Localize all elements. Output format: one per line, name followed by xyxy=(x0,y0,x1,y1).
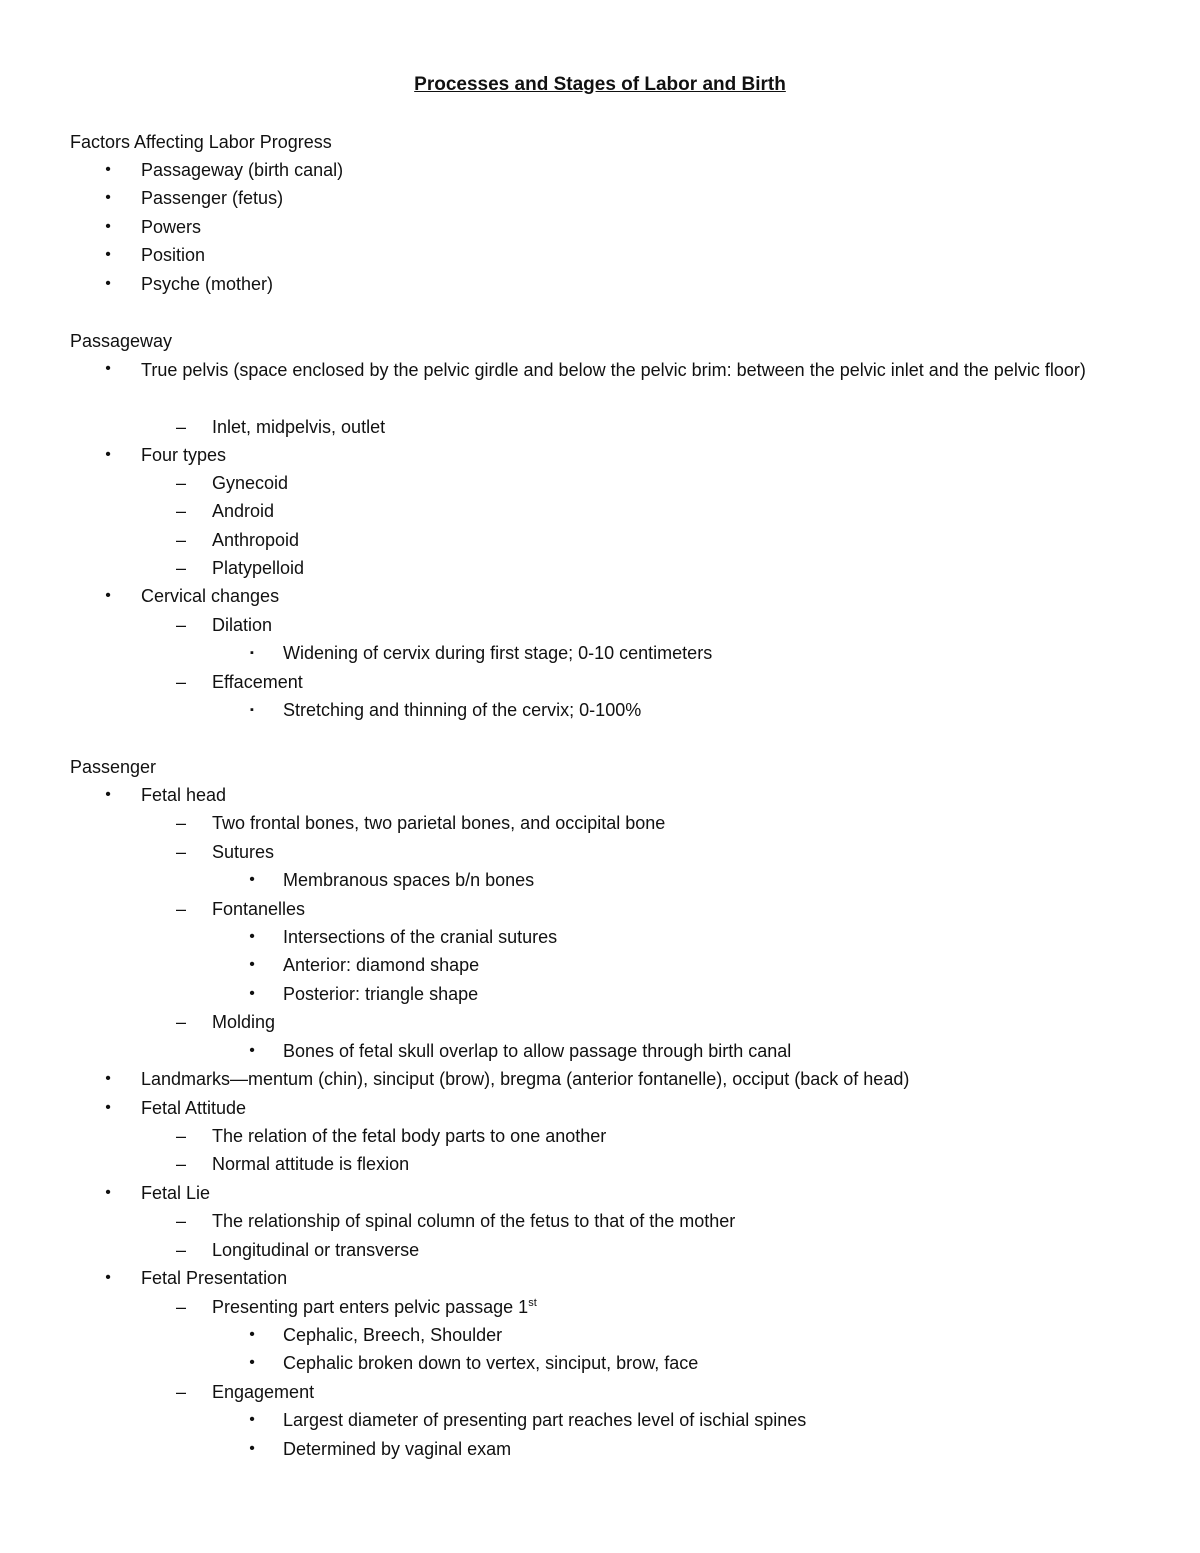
list-item: Powers xyxy=(141,217,202,237)
bullet-dash: – xyxy=(175,1211,186,1231)
section-heading-passageway: Passageway xyxy=(70,331,173,351)
list-item: Landmarks—mentum (chin), sinciput (brow), bregma (anterior fontanelle), occiput (back of head) xyxy=(141,1069,910,1089)
list-item: Membranous spaces b/n bones xyxy=(283,870,535,890)
bullet-dot: • xyxy=(249,1326,255,1343)
bullet-dot: • xyxy=(105,161,111,178)
bullet-dot: • xyxy=(105,786,111,803)
bullet-dot: • xyxy=(105,1070,111,1087)
bullet-dash: – xyxy=(175,899,186,919)
list-item: Largest diameter of presenting part reaches level of ischial spines xyxy=(283,1410,807,1430)
bullet-dash: – xyxy=(175,1154,186,1174)
list-item: Fetal Attitude xyxy=(141,1098,247,1118)
bullet-dot: • xyxy=(105,360,111,377)
list-item: Stretching and thinning of the cervix; 0-100% xyxy=(283,700,642,720)
bullet-dot: • xyxy=(105,446,111,463)
list-item: Anthropoid xyxy=(212,530,300,550)
list-item: Gynecoid xyxy=(212,473,289,493)
bullet-dash: – xyxy=(175,615,186,635)
bullet-dot: • xyxy=(105,246,111,263)
list-item: Fetal head xyxy=(141,785,227,805)
list-item: Position xyxy=(141,245,206,265)
bullet-square: ▪ xyxy=(250,647,254,659)
list-item: Bones of fetal skull overlap to allow passage through birth canal xyxy=(283,1041,792,1061)
bullet-dot: • xyxy=(105,587,111,604)
bullet-dot: • xyxy=(105,218,111,235)
bullet-dash: – xyxy=(175,501,186,521)
bullet-dot: • xyxy=(105,189,111,206)
list-item: Android xyxy=(212,501,275,521)
bullet-dot: • xyxy=(249,871,255,888)
list-item: Effacement xyxy=(212,672,303,692)
list-item: Passageway (birth canal) xyxy=(141,160,344,180)
list-item: Platypelloid xyxy=(212,558,305,578)
list-item: Fontanelles xyxy=(212,899,306,919)
bullet-dash: – xyxy=(175,1382,186,1402)
list-item: Anterior: diamond shape xyxy=(283,955,480,975)
bullet-dash: – xyxy=(175,530,186,550)
bullet-dash: – xyxy=(175,842,186,862)
bullet-dot: • xyxy=(249,985,255,1002)
list-item: Fetal Presentation xyxy=(141,1268,288,1288)
bullet-dot: • xyxy=(249,1440,255,1457)
list-item: Two frontal bones, two parietal bones, and occipital bone xyxy=(212,813,666,833)
list-item-presenting-part xyxy=(212,1294,537,1320)
list-item: Four types xyxy=(141,445,227,465)
bullet-dash: – xyxy=(175,813,186,833)
bullet-dot: • xyxy=(249,956,255,973)
bullet-dash: – xyxy=(175,417,186,437)
bullet-square: ▪ xyxy=(250,704,254,716)
list-item: Determined by vaginal exam xyxy=(283,1439,512,1459)
bullet-dash: – xyxy=(175,672,186,692)
list-item: Dilation xyxy=(212,615,273,635)
presenting-part-text: Presenting part enters pelvic passage 1 xyxy=(212,1297,529,1317)
list-item: Engagement xyxy=(212,1382,315,1402)
bullet-dot: • xyxy=(105,1099,111,1116)
list-item: The relationship of spinal column of the fetus to that of the mother xyxy=(212,1211,736,1231)
list-item: Passenger (fetus) xyxy=(141,188,284,208)
bullet-dash: – xyxy=(175,1012,186,1032)
list-item: True pelvis (space enclosed by the pelvic girdle and below the pelvic brim: between the pelvic inlet and the pelvic floor) xyxy=(141,360,1086,380)
bullet-dash: – xyxy=(175,558,186,578)
list-item: Cephalic broken down to vertex, sinciput, brow, face xyxy=(283,1353,699,1373)
bullet-dot: • xyxy=(249,928,255,945)
bullet-dot: • xyxy=(249,1042,255,1059)
list-item: Widening of cervix during first stage; 0-10 centimeters xyxy=(283,643,713,663)
bullet-dot: • xyxy=(105,1269,111,1286)
bullet-dot: • xyxy=(105,1184,111,1201)
ordinal-suffix: st xyxy=(528,1297,537,1309)
section-heading-passenger: Passenger xyxy=(70,757,157,777)
list-item: Cervical changes xyxy=(141,586,280,606)
list-item: Cephalic, Breech, Shoulder xyxy=(283,1325,503,1345)
bullet-dash: – xyxy=(175,473,186,493)
bullet-dot: • xyxy=(249,1411,255,1428)
list-item: Longitudinal or transverse xyxy=(212,1240,420,1260)
list-item: Intersections of the cranial sutures xyxy=(283,927,558,947)
section-heading-factors: Factors Affecting Labor Progress xyxy=(70,132,332,152)
list-item: Normal attitude is flexion xyxy=(212,1154,410,1174)
list-item: Posterior: triangle shape xyxy=(283,984,479,1004)
list-item: Molding xyxy=(212,1012,276,1032)
bullet-dot: • xyxy=(249,1354,255,1371)
bullet-dash: – xyxy=(175,1297,186,1317)
bullet-dash: – xyxy=(175,1240,186,1260)
list-item: Fetal Lie xyxy=(141,1183,211,1203)
list-item: Inlet, midpelvis, outlet xyxy=(212,417,386,437)
bullet-dash: – xyxy=(175,1126,186,1146)
list-item: Psyche (mother) xyxy=(141,274,274,294)
document-title: Processes and Stages of Labor and Birth xyxy=(414,74,786,95)
list-item: The relation of the fetal body parts to one another xyxy=(212,1126,607,1146)
bullet-dot: • xyxy=(105,275,111,292)
list-item: Sutures xyxy=(212,842,275,862)
